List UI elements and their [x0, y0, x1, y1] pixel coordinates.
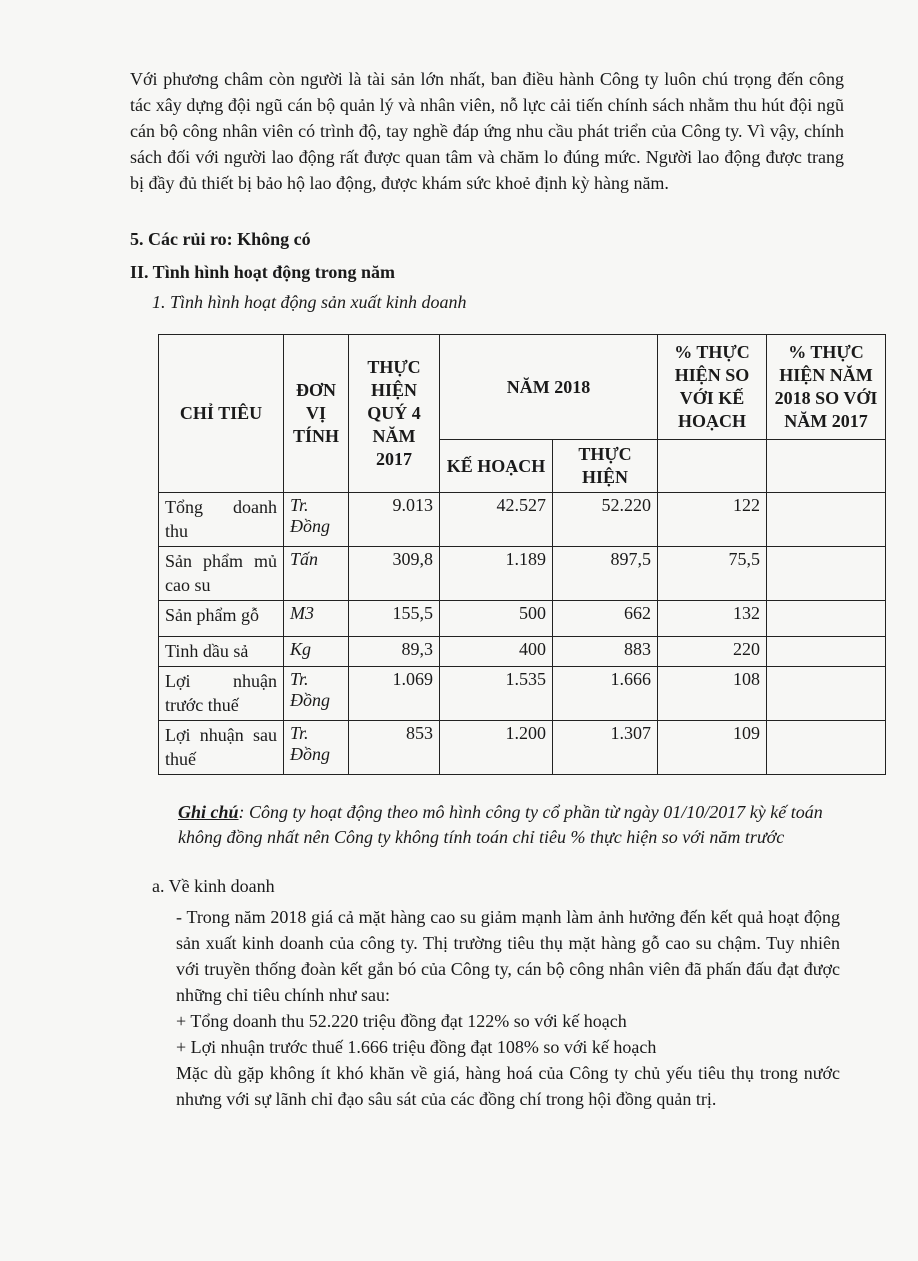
- heading-section-2: II. Tình hình hoạt động trong năm: [130, 262, 395, 282]
- intro-paragraph: Với phương châm còn người là tài sản lớn nhất, ban điều hành Công ty luôn chú trọng đến công tác xây dựng đội ngũ cán bộ quản lý và nhân viên, nỗ lực cải tiến chính sách nhằm thu hút đội ngũ cán bộ công nhân viên có trình độ, tay nghề đáp ứng nhu cầu phát triển của Công ty. Vì vậy, chính sách đối với người lao động rất được quan tâm và chăm lo đúng mức. Người lao động được trang bị đầy đủ thiết bị bảo hộ lao động, được khám sức khoẻ định kỳ hàng năm.: [130, 69, 844, 193]
- row-pct-plan: 75,5: [658, 547, 767, 601]
- row-plan: 1.200: [440, 721, 553, 775]
- header-indicator: CHỈ TIÊU: [159, 335, 284, 493]
- row-plan: 500: [440, 601, 553, 637]
- row-unit: Tr. Đồng: [284, 667, 349, 721]
- row-pct-plan: 109: [658, 721, 767, 775]
- section-a-heading: a. Về kinh doanh: [152, 876, 275, 896]
- row-unit: Tấn: [284, 547, 349, 601]
- row-q4-2017: 9.013: [349, 493, 440, 547]
- row-pct-plan: 108: [658, 667, 767, 721]
- table-row: [159, 547, 886, 601]
- business-revenue-line: + Tổng doanh thu 52.220 triệu đồng đạt 122% so với kế hoạch: [176, 1011, 627, 1031]
- row-unit: M3: [284, 601, 349, 637]
- header-empty-cell: [767, 440, 886, 493]
- header-q4-2017: THỰC HIỆN QUÝ 4 NĂM 2017: [349, 335, 440, 493]
- row-plan: 1.189: [440, 547, 553, 601]
- row-actual: 1.666: [553, 667, 658, 721]
- note-label: Ghi chú: [178, 802, 239, 822]
- row-q4-2017: 89,3: [349, 637, 440, 667]
- row-actual: 1.307: [553, 721, 658, 775]
- row-q4-2017: 309,8: [349, 547, 440, 601]
- row-q4-2017: 155,5: [349, 601, 440, 637]
- business-profit-line: + Lợi nhuận trước thuế 1.666 triệu đồng đạt 108% so với kế hoạch: [176, 1037, 657, 1057]
- table-row: [159, 637, 886, 667]
- table-note: [178, 800, 838, 850]
- row-pct-plan: 220: [658, 637, 767, 667]
- table-row: [159, 493, 886, 547]
- table-row: [159, 721, 886, 775]
- row-actual: 897,5: [553, 547, 658, 601]
- row-pct-2017: [767, 601, 886, 637]
- row-pct-plan: 132: [658, 601, 767, 637]
- row-q4-2017: 1.069: [349, 667, 440, 721]
- row-actual: 662: [553, 601, 658, 637]
- row-indicator: Lợi nhuận sau thuế: [159, 721, 284, 775]
- row-q4-2017: 853: [349, 721, 440, 775]
- row-pct-2017: [767, 637, 886, 667]
- row-pct-2017: [767, 493, 886, 547]
- row-pct-2017: [767, 547, 886, 601]
- header-year-2018: NĂM 2018: [440, 335, 658, 440]
- business-section: [176, 904, 840, 1112]
- business-paragraph-2: Mặc dù gặp không ít khó khăn về giá, hàng hoá của Công ty chủ yếu tiêu thụ trong nước nhưng với sự lãnh chỉ đạo sâu sát của các đồng chí trong hội đồng quản trị.: [176, 1063, 840, 1109]
- row-plan: 42.527: [440, 493, 553, 547]
- header-plan: KẾ HOẠCH: [440, 440, 553, 493]
- row-plan: 1.535: [440, 667, 553, 721]
- heading-risks: 5. Các rủi ro: Không có: [130, 229, 311, 249]
- row-indicator: Tổng doanh thu: [159, 493, 284, 547]
- row-pct-2017: [767, 667, 886, 721]
- header-pct-2017: % THỰC HIỆN NĂM 2018 SO VỚI NĂM 2017: [767, 335, 886, 440]
- table-row: [159, 667, 886, 721]
- heading-subsection-1: 1. Tình hình hoạt động sản xuất kinh doanh: [152, 292, 467, 312]
- row-indicator: Tinh dầu sả: [159, 637, 284, 667]
- header-actual: THỰC HIỆN: [553, 440, 658, 493]
- row-actual: 883: [553, 637, 658, 667]
- row-pct-plan: 122: [658, 493, 767, 547]
- row-unit: Tr. Đồng: [284, 493, 349, 547]
- row-indicator: Lợi nhuận trước thuế: [159, 667, 284, 721]
- header-pct-plan: % THỰC HIỆN SO VỚI KẾ HOẠCH: [658, 335, 767, 440]
- row-indicator: Sản phẩm mủ cao su: [159, 547, 284, 601]
- table-row: [159, 601, 886, 637]
- row-pct-2017: [767, 721, 886, 775]
- row-plan: 400: [440, 637, 553, 667]
- row-indicator: Sản phẩm gỗ: [159, 601, 284, 637]
- row-actual: 52.220: [553, 493, 658, 547]
- header-empty-cell: [658, 440, 767, 493]
- performance-table: [158, 334, 886, 775]
- row-unit: Kg: [284, 637, 349, 667]
- header-unit: ĐƠN VỊ TÍNH: [284, 335, 349, 493]
- business-paragraph-1: - Trong năm 2018 giá cả mặt hàng cao su giảm mạnh làm ảnh hưởng đến kết quả hoạt động sản xuất kinh doanh của công ty. Thị trường tiêu thụ mặt hàng gỗ cao su chậm. Tuy nhiên với truyền thống đoàn kết gắn bó của Công ty, cán bộ công nhân viên đã phấn đấu đạt được những chỉ tiêu chính như sau:: [176, 907, 840, 1005]
- note-text: : Công ty hoạt động theo mô hình công ty cổ phần từ ngày 01/10/2017 kỳ kế toán không đồng nhất nên Công ty không tính toán chỉ tiêu % thực hiện so với năm trước: [178, 802, 823, 847]
- row-unit: Tr. Đồng: [284, 721, 349, 775]
